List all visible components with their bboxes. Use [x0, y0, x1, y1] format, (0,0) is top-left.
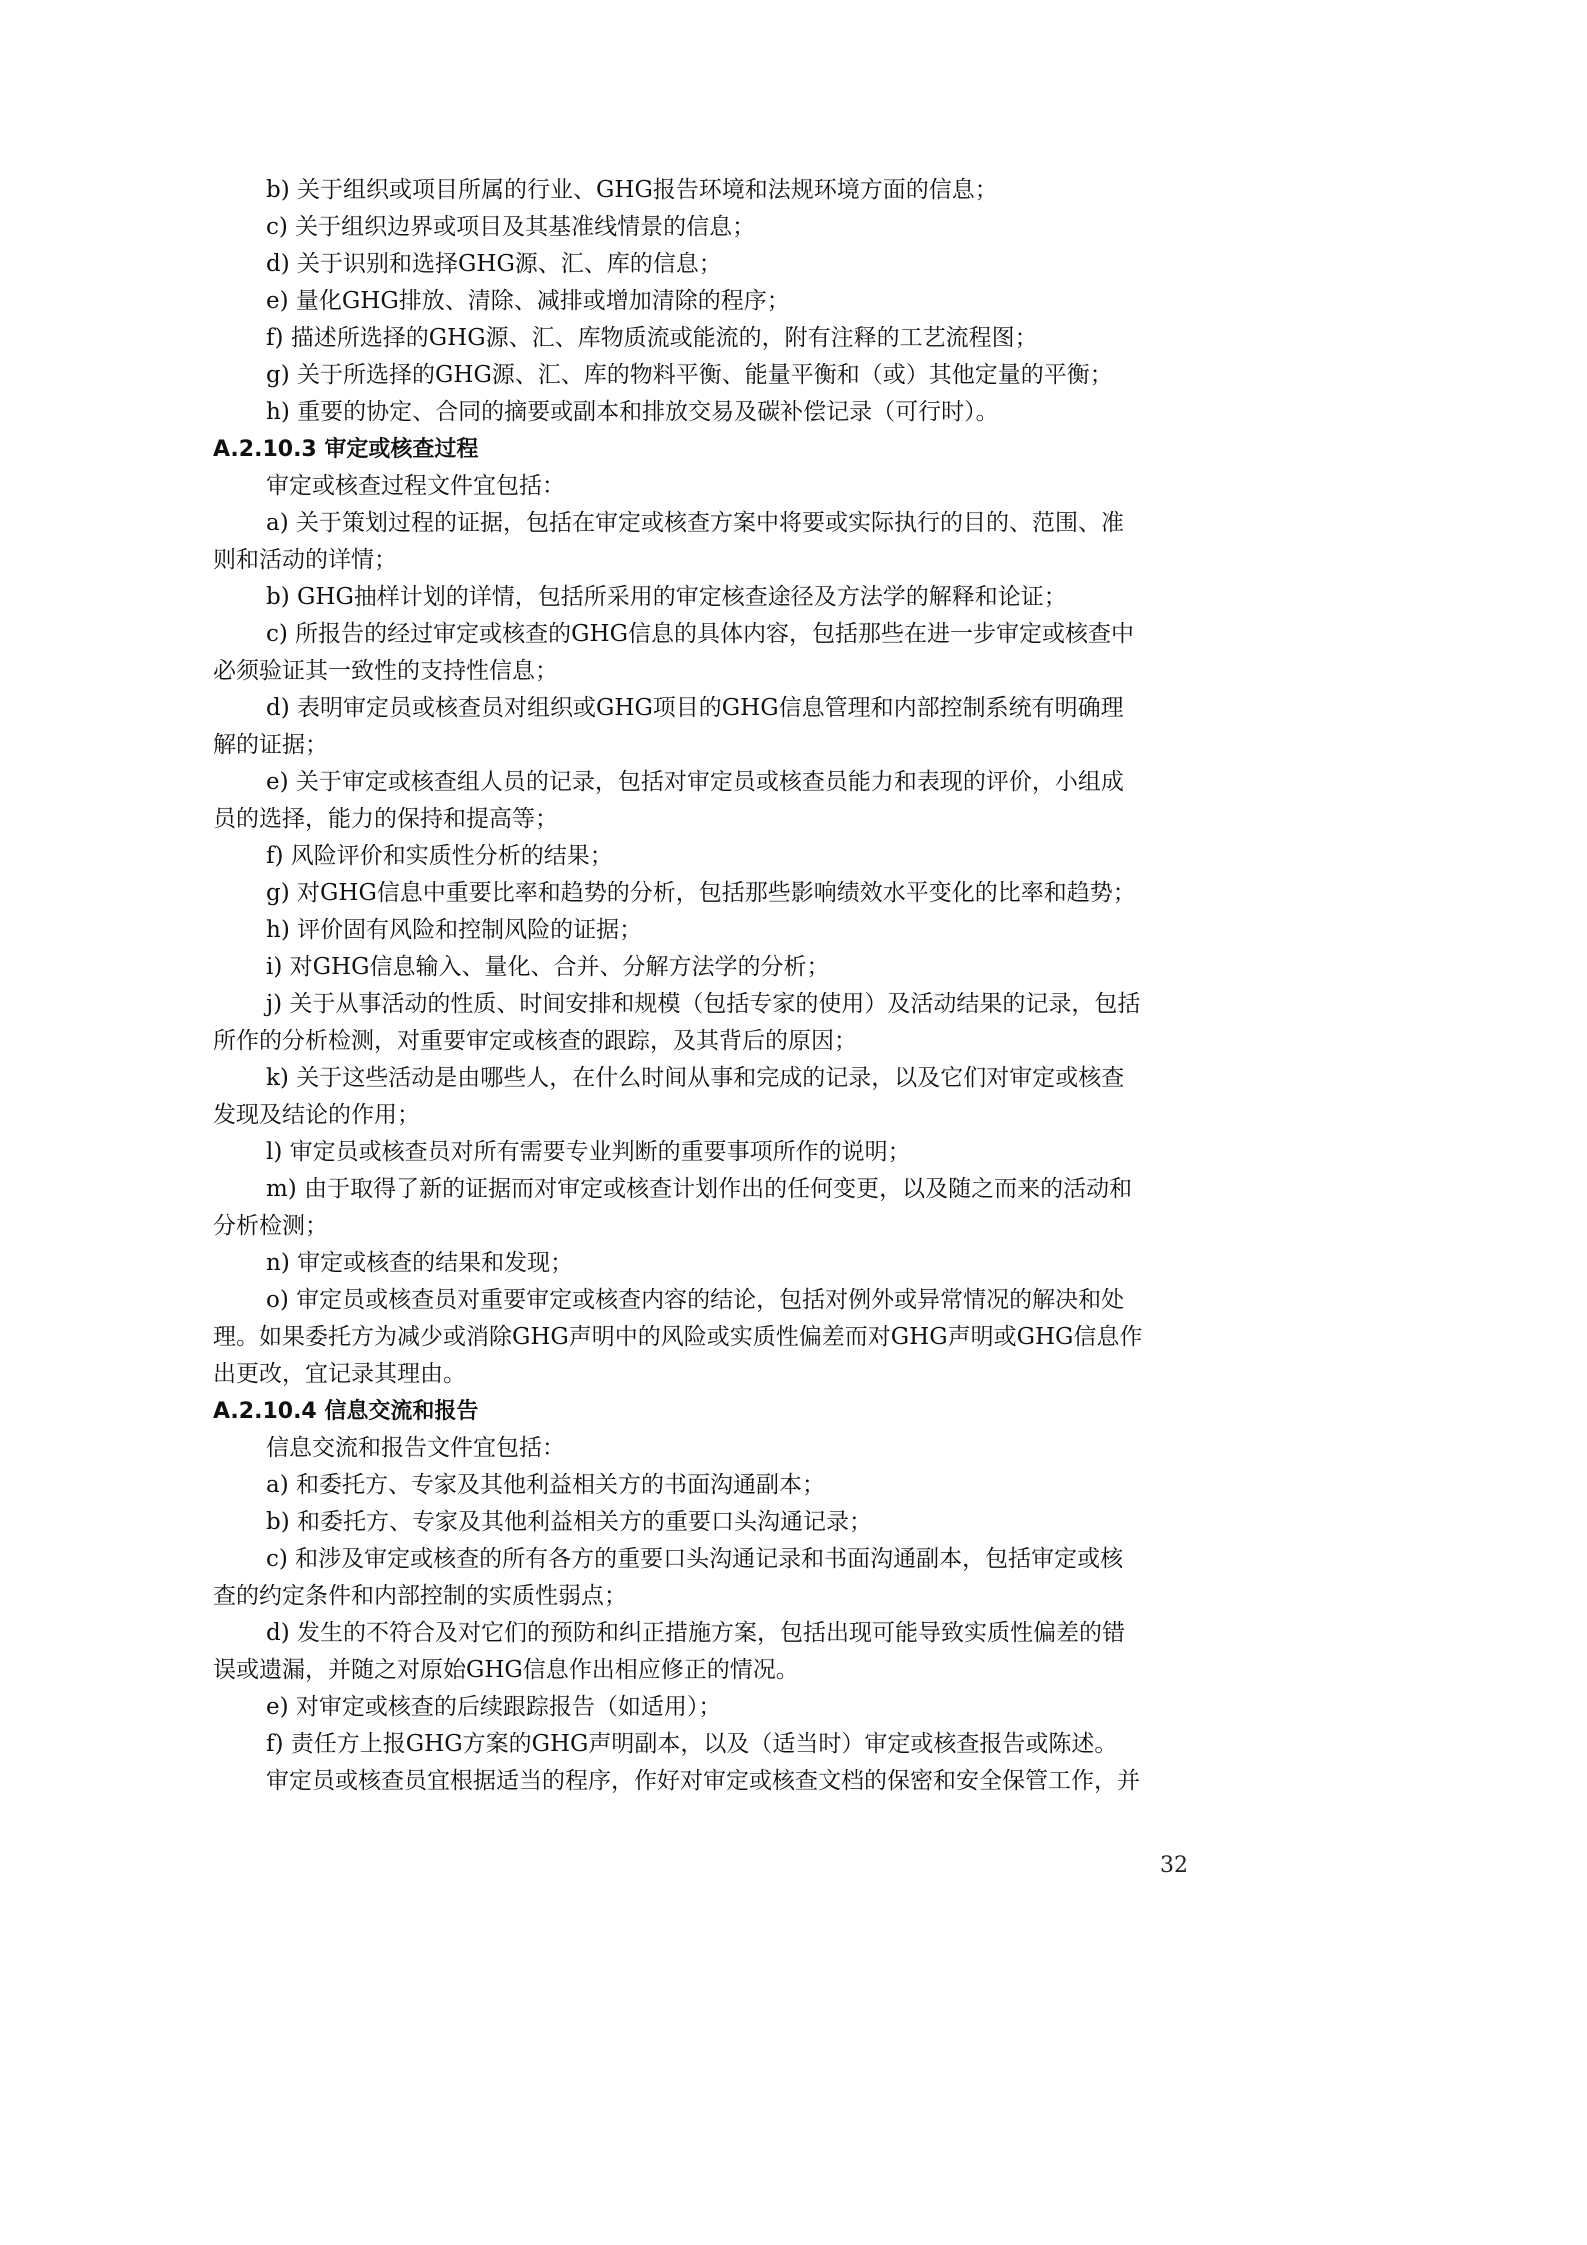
list-item-g: g) 对GHG信息中重要比率和趋势的分析，包括那些影响绩效水平变化的比率和趋势；	[266, 880, 1136, 906]
list-item-e-continued: 员的选择，能力的保持和提高等；	[213, 806, 558, 832]
list-item-g: g) 关于所选择的GHG源、汇、库的物料平衡、能量平衡和（或）其他定量的平衡；	[266, 362, 1113, 388]
list-item-f: f) 风险评价和实质性分析的结果；	[266, 843, 613, 869]
page-number: 32	[1160, 1853, 1188, 1878]
list-item-h: h) 重要的协定、合同的摘要或副本和排放交易及碳补偿记录（可行时）。	[266, 399, 999, 425]
list-item-b: b) 和委托方、专家及其他利益相关方的重要口头沟通记录；	[266, 1509, 873, 1535]
page-body	[213, 172, 1205, 1800]
closing-paragraph: 审定员或核查员宜根据适当的程序，作好对审定或核查文档的保密和安全保管工作，并	[266, 1768, 1140, 1794]
section-heading-a-2-10-3: A.2.10.3 审定或核查过程	[213, 437, 479, 462]
list-item-o-continued: 理。如果委托方为减少或消除GHG声明中的风险或实质性偏差而对GHG声明或GHG信息作	[213, 1324, 1143, 1350]
list-item-h: h) 评价固有风险和控制风险的证据；	[266, 917, 643, 943]
list-item-d: d) 表明审定员或核查员对组织或GHG项目的GHG信息管理和内部控制系统有明确理	[266, 695, 1124, 721]
list-item-c-continued: 查的约定条件和内部控制的实质性弱点；	[213, 1583, 627, 1609]
list-item-m: m) 由于取得了新的证据而对审定或核查计划作出的任何变更，以及随之而来的活动和	[266, 1176, 1133, 1202]
list-item-c: c) 关于组织边界或项目及其基准线情景的信息；	[266, 214, 756, 240]
list-item-a: a) 和委托方、专家及其他利益相关方的书面沟通副本；	[266, 1472, 825, 1498]
list-item-i: i) 对GHG信息输入、量化、合并、分解方法学的分析；	[266, 954, 830, 980]
list-item-a-continued: 则和活动的详情；	[213, 547, 397, 573]
list-item-l: l) 审定员或核查员对所有需要专业判断的重要事项所作的说明；	[266, 1139, 911, 1165]
list-item-j: j) 关于从事活动的性质、时间安排和规模（包括专家的使用）及活动结果的记录，包括	[266, 991, 1141, 1017]
section-heading-a-2-10-4: A.2.10.4 信息交流和报告	[213, 1399, 479, 1424]
list-item-d: d) 关于识别和选择GHG源、汇、库的信息；	[266, 251, 722, 277]
list-item-j-continued: 所作的分析检测，对重要审定或核查的跟踪，及其背后的原因；	[213, 1028, 857, 1054]
list-item-c-continued: 必须验证其一致性的支持性信息；	[213, 658, 558, 684]
list-item-o-continued-2: 出更改，宜记录其理由。	[213, 1361, 466, 1387]
list-item-e: e) 关于审定或核查组人员的记录，包括对审定员或核查员能力和表现的评价，小组成	[266, 769, 1124, 795]
list-item-d-continued: 解的证据；	[213, 732, 328, 758]
list-item-m-continued: 分析检测；	[213, 1213, 328, 1239]
list-item-o: o) 审定员或核查员对重要审定或核查内容的结论，包括对例外或异常情况的解决和处	[266, 1287, 1125, 1313]
list-item-n: n) 审定或核查的结果和发现；	[266, 1250, 574, 1276]
list-item-f: f) 责任方上报GHG方案的GHG声明副本，以及（适当时）审定或核查报告或陈述。	[266, 1731, 1118, 1757]
section-intro: 信息交流和报告文件宜包括：	[266, 1435, 565, 1461]
list-item-b: b) GHG抽样计划的详情，包括所采用的审定核查途径及方法学的解释和论证；	[266, 584, 1067, 610]
list-item-c: c) 所报告的经过审定或核查的GHG信息的具体内容，包括那些在进一步审定或核查中	[266, 621, 1134, 647]
list-item-b: b) 关于组织或项目所属的行业、GHG报告环境和法规环境方面的信息；	[266, 177, 998, 203]
list-item-c: c) 和涉及审定或核查的所有各方的重要口头沟通记录和书面沟通副本，包括审定或核	[266, 1546, 1124, 1572]
list-item-k-continued: 发现及结论的作用；	[213, 1102, 420, 1128]
list-item-e: e) 对审定或核查的后续跟踪报告（如适用）；	[266, 1694, 722, 1720]
list-item-d-continued: 误或遗漏，并随之对原始GHG信息作出相应修正的情况。	[213, 1657, 799, 1683]
list-item-d: d) 发生的不符合及对它们的预防和纠正措施方案，包括出现可能导致实质性偏差的错	[266, 1620, 1126, 1646]
list-item-f: f) 描述所选择的GHG源、汇、库物质流或能流的，附有注释的工艺流程图；	[266, 325, 1038, 351]
list-item-k: k) 关于这些活动是由哪些人，在什么时间从事和完成的记录，以及它们对审定或核查	[266, 1065, 1125, 1091]
list-item-e: e) 量化GHG排放、清除、减排或增加清除的程序；	[266, 288, 790, 314]
list-item-a: a) 关于策划过程的证据，包括在审定或核查方案中将要或实际执行的目的、范围、准	[266, 510, 1124, 536]
section-intro: 审定或核查过程文件宜包括：	[266, 473, 565, 499]
